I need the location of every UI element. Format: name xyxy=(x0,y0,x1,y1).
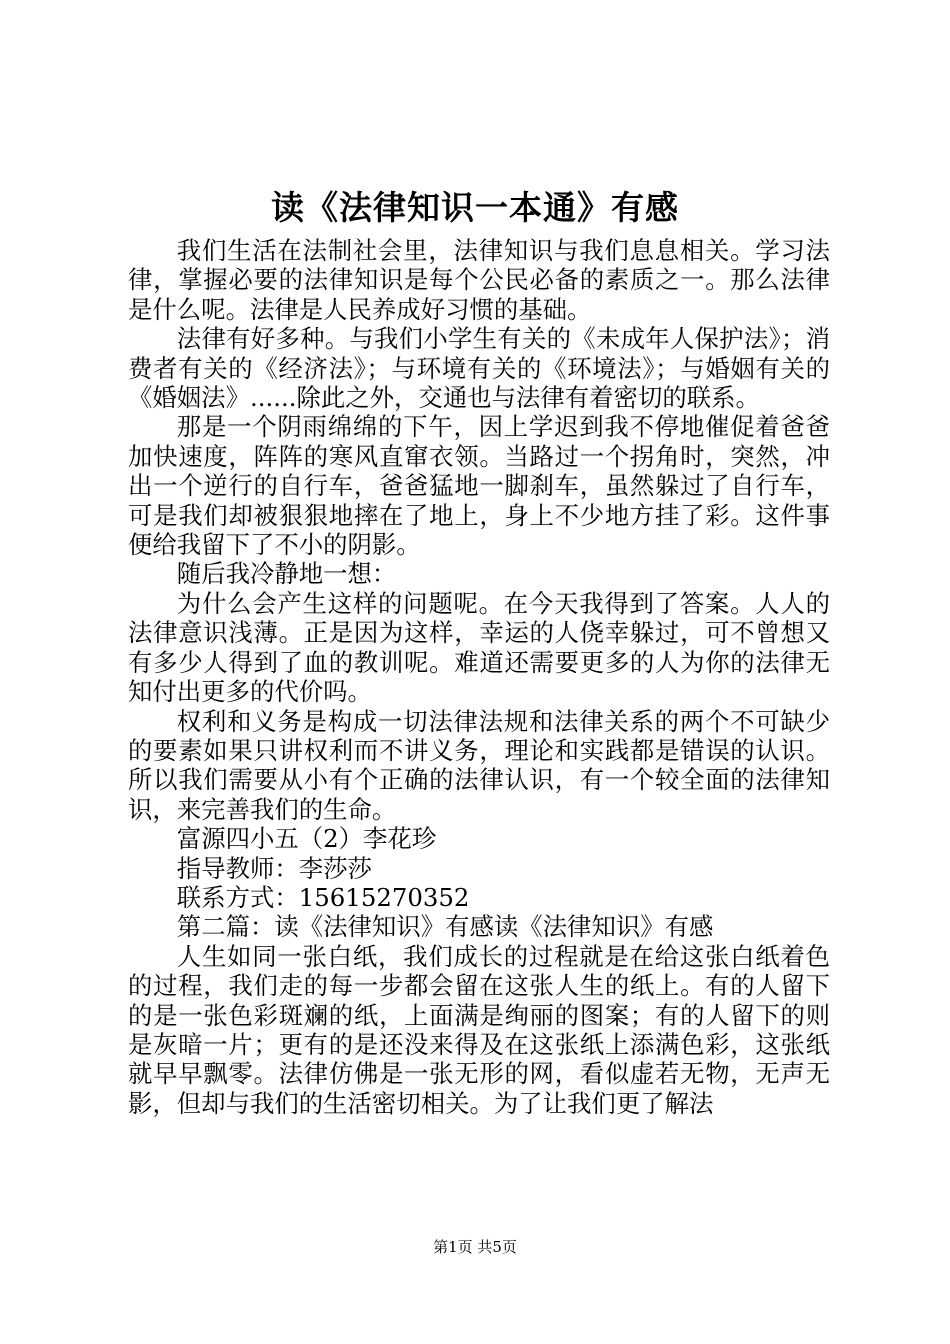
teacher-line: 指导教师：李莎莎 xyxy=(176,853,372,883)
contact-line: 联系方式：15615270352 xyxy=(176,882,470,912)
page-number-footer: 第1页 共5页 xyxy=(433,1238,517,1256)
paragraph-intro: 我们生活在法制社会里，法律知识与我们息息相关。学习法律，掌握必要的法律知识是每个公民必备的素质之一。那么法律是什么呢。法律是人民养成好习惯的基础。 xyxy=(128,236,830,324)
paragraph-law-types: 法律有好多种。与我们小学生有关的《未成年人保护法》；消费者有关的《经济法》；与环境有关的《环境法》；与婚姻有关的《婚姻法》......除此之外，交通也与法律有着密切的联系。 xyxy=(128,324,830,413)
author-line: 富源四小五（2）李花珍 xyxy=(176,824,437,854)
document-body xyxy=(128,236,830,1118)
paragraph-reflection-lead: 随后我冷静地一想： xyxy=(176,559,397,589)
paragraph-story: 那是一个阴雨绵绵的下午，因上学迟到我不停地催促着爸爸加快速度，阵阵的寒风直窜衣领。当路过一个拐角时，突然，冲出一个逆行的自行车，爸爸猛地一脚刹车，虽然躲过了自行车，可是我们却被狠狠地摔在了地上，身上不少地方挂了彩。这件事便给我留下了不小的阴影。 xyxy=(128,412,830,560)
second-article-heading: 第二篇：读《法律知识》有感读《法律知识》有感 xyxy=(176,912,714,942)
paragraph-second-article: 人生如同一张白纸，我们成长的过程就是在给这张白纸着色的过程，我们走的每一步都会留在这张人生的纸上。有的人留下的是一张色彩斑斓的纸，上面满是绚丽的图案；有的人留下的则是灰暗一片；更有的是还没来得及在这张纸上添满色彩，这张纸就早早飘零。法律仿佛是一张无形的网，看似虚若无物，无声无影，但却与我们的生活密切相关。为了让我们更了解法 xyxy=(128,941,830,1118)
paragraph-reflection: 为什么会产生这样的问题呢。在今天我得到了答案。人人的法律意识浅薄。正是因为这样，幸运的人侥幸躲过，可不曾想又有多少人得到了血的教训呢。难道还需要更多的人为你的法律无知付出更多的代价吗。 xyxy=(128,588,830,707)
document-title: 读《法律知识一本通》有感 xyxy=(271,188,679,227)
paragraph-rights-duties: 权利和义务是构成一切法律法规和法律关系的两个不可缺少的要素如果只讲权利而不讲义务，理论和实践都是错误的认识。所以我们需要从小有个正确的法律认识，有一个较全面的法律知识，来完善我们的生命。 xyxy=(128,706,830,824)
